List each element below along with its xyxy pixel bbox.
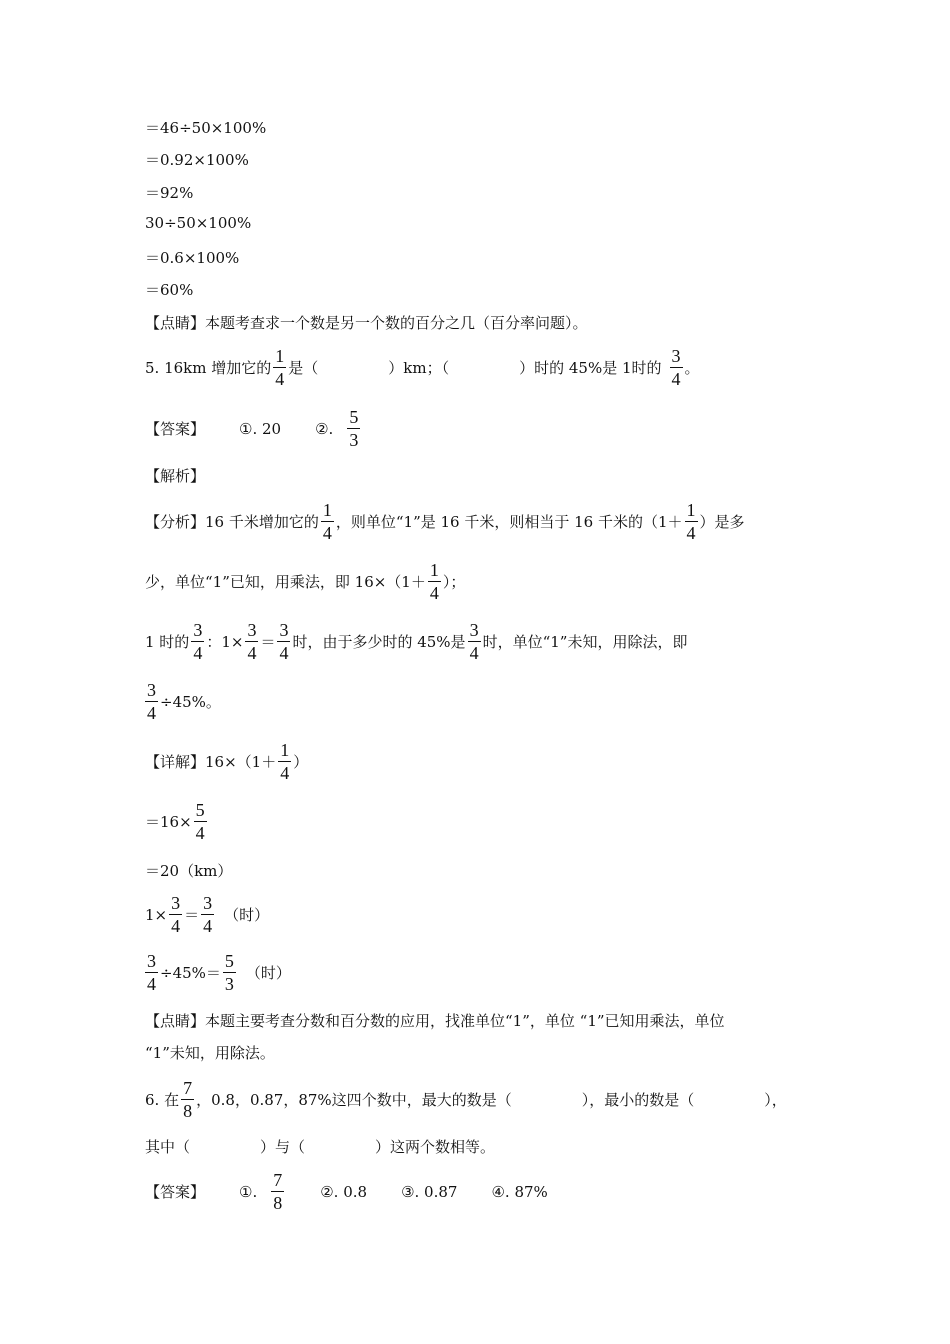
analysis-line [145,500,745,543]
denominator: 4 [280,763,290,783]
denominator: 4 [171,916,181,936]
fraction [685,500,698,543]
fraction [201,893,214,936]
solution-text: ） [293,753,309,771]
analysis-text: ，则单位“1”是 16 千米，则相当于 16 千米的（1＋ [335,513,683,531]
solution-text: 【详解】16×（1＋ [145,753,277,771]
solution-text: （时） [245,964,291,982]
analysis-text: ）； [442,573,466,591]
fraction [245,620,258,663]
numerator: 1 [429,560,439,580]
fraction-bar [468,641,481,642]
fraction [273,346,286,389]
q6-text: ），最小的数是（ [581,1091,695,1109]
question-5 [145,346,700,389]
fraction-bar [145,972,158,973]
comment-text: “1”未知，用除法。 [145,1044,275,1062]
answer-6 [145,1170,548,1213]
calc-text: ＝0.92×100% [145,151,249,169]
denominator: 4 [195,823,205,843]
denominator: 4 [247,643,257,663]
analysis-text: ＝ [260,633,276,651]
calc-line [145,117,266,138]
answer-item: ③. 0.87 [401,1182,458,1201]
numerator: 3 [171,893,181,913]
denominator: 4 [193,643,203,663]
solution-text: ＝16× [145,813,192,831]
solution-line [145,800,209,843]
calc-text: ＝92% [145,184,194,202]
solution-line [145,740,308,783]
answer-item: ②. [315,419,334,438]
analysis-text: 1 时的 [145,633,190,651]
analysis-line [145,560,465,603]
denominator: 3 [224,974,234,994]
fraction-bar [191,641,204,642]
fraction-bar [428,581,441,582]
fraction [181,1078,194,1121]
fraction [670,346,683,389]
analysis-text: 【分析】16 千米增加它的 [145,513,319,531]
denominator: 3 [349,430,359,450]
numerator: 7 [273,1170,283,1190]
calc-line [145,182,193,203]
comment-text: 【点睛】本题主要考查分数和百分数的应用，找准单位“1”，单位 “1”已知用乘法，单位 [145,1012,725,1030]
comment-line [145,1042,275,1063]
fraction [223,951,236,994]
answer-item: ①. [239,1182,258,1201]
calc-line [145,149,249,170]
fraction [271,1170,284,1213]
q5-text: ）时的 45%是 1时的 [519,359,662,377]
fraction [169,893,182,936]
solution-line [145,893,269,936]
analysis-text: ÷45%。 [160,693,221,711]
fraction-bar [194,821,207,822]
q6-text: ）， [764,1091,787,1109]
fraction [321,500,334,543]
fraction-bar [277,641,290,642]
q5-text: 5. 16km 增加它的 [145,359,272,377]
fraction [347,407,360,450]
q6-text: 6. 在 [145,1091,180,1109]
numerator: 3 [671,346,681,366]
analysis-text: ：1× [206,633,244,651]
denominator: 4 [469,643,479,663]
solution-text: ＝20（km） [145,862,233,880]
fraction-bar [685,521,698,522]
fraction [194,800,207,843]
question-6 [145,1136,495,1157]
fraction [468,620,481,663]
denominator: 8 [273,1193,283,1213]
fraction-bar [321,521,334,522]
answer-5 [145,407,362,450]
denominator: 4 [275,369,285,389]
solution-line [145,860,232,881]
numerator: 3 [193,620,203,640]
analysis-line [145,680,221,723]
numerator: 1 [322,500,332,520]
calc-line [145,279,193,300]
q5-text: 是（ [288,359,319,377]
numerator: 1 [686,500,696,520]
calc-text: ＝46÷50×100% [145,119,267,137]
fraction-bar [201,914,214,915]
fraction-bar [181,1099,194,1100]
numerator: 3 [469,620,479,640]
analysis-text: 少，单位“1”已知，用乘法，即 16×（1＋ [145,573,426,591]
answer-item: ④. 87% [491,1182,548,1201]
solution-text: ＝ [184,906,200,924]
fraction-bar [169,914,182,915]
answer-item: ②. 0.8 [320,1182,368,1201]
jiexi-label [145,465,205,486]
numerator: 5 [224,951,234,971]
answer-label: 【答案】 [145,420,206,438]
section-label: 【解析】 [145,467,206,485]
numerator: 1 [275,346,285,366]
answer-label: 【答案】 [145,1183,206,1201]
solution-text: ÷45%＝ [160,964,221,982]
fraction [278,740,291,783]
fraction-bar [245,641,258,642]
fraction-bar [273,367,286,368]
fraction-bar [347,428,360,429]
fraction-bar [145,701,158,702]
numerator: 3 [203,893,213,913]
denominator: 4 [686,523,696,543]
analysis-line [145,620,687,663]
q6-text: ，0.8，0.87，87%这四个数中，最大的数是（ [196,1091,512,1109]
fraction-bar [278,761,291,762]
numerator: 3 [147,951,156,971]
solution-text: （时） [224,906,270,924]
q6-text: ）这两个数相等。 [375,1138,496,1156]
numerator: 3 [247,620,257,640]
numerator: 5 [195,800,205,820]
denominator: 4 [671,369,681,389]
q5-text: 。 [684,359,700,377]
denominator: 4 [203,916,213,936]
fraction [145,680,158,723]
fraction [428,560,441,603]
q6-text: ）与（ [260,1138,306,1156]
denominator: 4 [429,583,439,603]
answer-item: ①. 20 [239,419,282,438]
denominator: 4 [322,523,332,543]
analysis-text: 时，由于多少时的 45%是 [292,633,466,651]
comment-line [145,1010,725,1031]
calc-text: 30÷50×100% [145,214,252,232]
numerator: 3 [147,680,156,700]
analysis-text: 时，单位“1”未知，用除法，即 [482,633,688,651]
denominator: 8 [183,1101,193,1121]
denominator: 4 [279,643,289,663]
denominator: 4 [147,703,156,723]
numerator: 3 [279,620,289,640]
question-6 [145,1078,787,1121]
calc-line [145,247,239,268]
analysis-text: ）是多 [699,513,745,531]
fraction [145,951,158,994]
fraction-bar [271,1191,284,1192]
fraction-bar [223,972,236,973]
fraction [277,620,290,663]
calc-text: ＝60% [145,281,194,299]
fraction [191,620,204,663]
comment-text: 【点睛】本题考查求一个数是另一个数的百分之几（百分率问题）。 [145,314,588,332]
q5-text: ）km；（ [388,359,450,377]
comment-line [145,312,588,333]
denominator: 4 [147,974,156,994]
numerator: 1 [280,740,290,760]
fraction-bar [670,367,683,368]
calc-text: ＝0.6×100% [145,249,240,267]
numerator: 7 [183,1078,193,1098]
calc-line [145,214,251,232]
solution-line [145,951,291,994]
q6-text: 其中（ [145,1138,191,1156]
numerator: 5 [349,407,359,427]
solution-text: 1× [145,905,168,924]
